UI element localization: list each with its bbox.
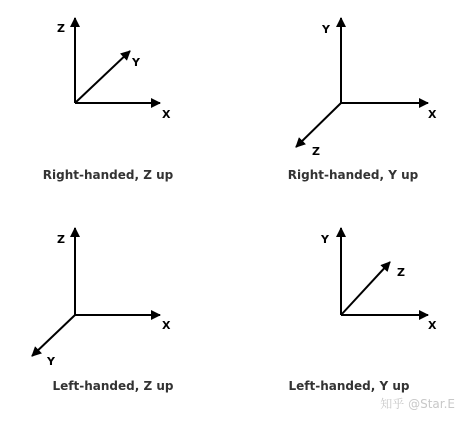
panel-caption: Right-handed, Y up xyxy=(287,168,419,182)
horizontal-axis-label: X xyxy=(428,108,437,121)
vertical-axis-label: Z xyxy=(57,233,65,246)
diagonal-axis-label: Z xyxy=(397,266,405,279)
vertical-axis-label: Z xyxy=(57,22,65,35)
horizontal-axis-label: X xyxy=(162,319,171,332)
horizontal-axis-label: X xyxy=(162,108,171,121)
diagonal-axis-label: Z xyxy=(312,145,320,158)
panel-caption: Right-handed, Z up xyxy=(42,168,174,182)
diagonal-axis-arrow xyxy=(341,262,390,315)
diagonal-axis-label: Y xyxy=(132,56,140,69)
panel-right-handed-y-up xyxy=(288,18,437,182)
panel-left-handed-y-up xyxy=(289,228,437,393)
panel-left-handed-z-up xyxy=(32,228,174,393)
diagonal-axis-arrow xyxy=(32,315,75,356)
horizontal-axis-label: X xyxy=(428,319,437,332)
diagonal-axis-label: Y xyxy=(47,355,55,368)
diagonal-axis-arrow xyxy=(75,51,130,103)
panel-caption: Left-handed, Z up xyxy=(52,379,174,393)
diagonal-axis-arrow xyxy=(296,103,341,147)
vertical-axis-label: Y xyxy=(321,233,329,246)
panel-caption: Left-handed, Y up xyxy=(288,379,410,393)
watermark-text: 知乎 @Star.E xyxy=(380,397,455,411)
vertical-axis-label: Y xyxy=(322,23,330,36)
panel-right-handed-z-up xyxy=(43,18,174,182)
